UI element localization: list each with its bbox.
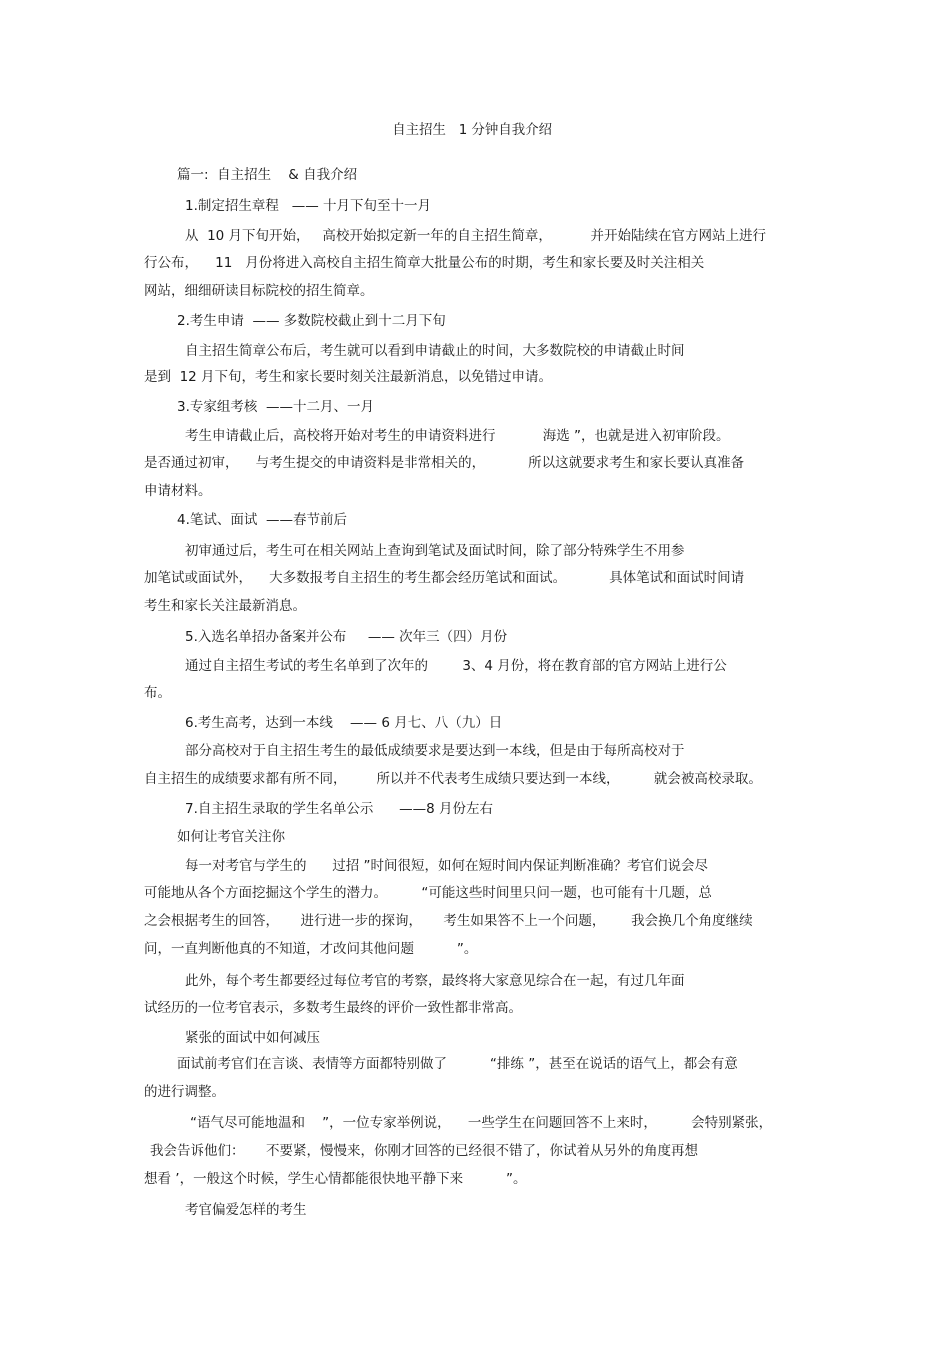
paragraph-line: 我会告诉他们： 不要紧，慢慢来，你刚才回答的已经很不错了，你试着从另外的角度再想 bbox=[150, 1143, 698, 1159]
paragraph-line: 网站，细细研读目标院校的招生简章。 bbox=[144, 283, 374, 299]
paragraph-line: 的进行调整。 bbox=[144, 1084, 225, 1100]
subheading: 7.自主招生录取的学生名单公示 ——8 月份左右 bbox=[185, 801, 494, 817]
paragraph-line: 初审通过后，考生可在相关网站上查询到笔试及面试时间，除了部分特殊学生不用参 bbox=[185, 543, 685, 559]
subheading: 紧张的面试中如何减压 bbox=[185, 1030, 320, 1046]
paragraph-line: 考生申请截止后，高校将开始对考生的申请资料进行 海选 ”，也就是进入初审阶段。 bbox=[185, 428, 730, 444]
paragraph-line: 布。 bbox=[144, 685, 171, 701]
paragraph-line: “语气尽可能地温和 ”，一位专家举例说， 一些学生在问题回答不上来时， 会特别紧张， bbox=[190, 1115, 773, 1131]
paragraph-line: 是到 12 月下旬，考生和家长要时刻关注最新消息，以免错过申请。 bbox=[144, 369, 553, 385]
subheading: 1.制定招生章程 —— 十月下旬至十一月 bbox=[185, 198, 432, 214]
paragraph-line: 自主招生简章公布后，考生就可以看到申请截止的时间，大多数院校的申请截止时间 bbox=[185, 343, 685, 359]
paragraph-line: 是否通过初审， 与考生提交的申请资料是非常相关的， 所以这就要求考生和家长要认真准备 bbox=[144, 455, 745, 471]
paragraph-line: 自主招生的成绩要求都有所不同， 所以并不代表考生成绩只要达到一本线， 就会被高校录取。 bbox=[144, 771, 762, 787]
paragraph-line: 行公布， 11 月份将进入高校自主招生简章大批量公布的时期，考生和家长要及时关注相关 bbox=[144, 255, 705, 271]
subheading: 如何让考官关注你 bbox=[177, 829, 285, 845]
subheading: 2.考生申请 —— 多数院校截止到十二月下旬 bbox=[177, 313, 446, 329]
paragraph-line: 申请材料。 bbox=[144, 483, 212, 499]
paragraph-line: 通过自主招生考试的考生名单到了次年的 3、4 月份，将在教育部的官方网站上进行公 bbox=[185, 658, 727, 674]
section-heading: 篇一: 自主招生 & 自我介绍 bbox=[177, 167, 358, 183]
subheading: 4.笔试、面试 ——春节前后 bbox=[177, 512, 347, 528]
subheading: 5.入选名单招办备案并公布 —— 次年三（四）月份 bbox=[185, 629, 508, 645]
paragraph-line: 考生和家长关注最新消息。 bbox=[144, 598, 306, 614]
paragraph-line: 问，一直判断他真的不知道，才改问其他问题 ”。 bbox=[144, 941, 478, 957]
paragraph-line: 之会根据考生的回答， 进行进一步的探询， 考生如果答不上一个问题， 我会换几个角度继续 bbox=[144, 913, 753, 929]
paragraph-line: 可能地从各个方面挖掘这个学生的潜力。 “可能这些时间里只问一题，也可能有十几题，总 bbox=[144, 885, 712, 901]
paragraph-line: 每一对考官与学生的 过招 ”时间很短，如何在短时间内保证判断准确？考官们说会尽 bbox=[185, 858, 709, 874]
paragraph-line: 加笔试或面试外， 大多数报考自主招生的考生都会经历笔试和面试。 具体笔试和面试时间请 bbox=[144, 570, 745, 586]
paragraph-line: 面试前考官们在言谈、表情等方面都特别做了 “排练 ”，甚至在说话的语气上，都会有意 bbox=[177, 1056, 738, 1072]
page-title: 自主招生 1 分钟自我介绍 bbox=[392, 122, 553, 138]
paragraph-line: 从 10 月下旬开始， 高校开始拟定新一年的自主招生简章， 并开始陆续在官方网站上进行 bbox=[185, 228, 767, 244]
paragraph-line: 想看 ’，一般这个时候，学生心情都能很快地平静下来 ”。 bbox=[144, 1171, 527, 1187]
subheading: 6.考生高考，达到一本线 —— 6 月七、八（九）日 bbox=[185, 715, 503, 731]
subheading: 3.专家组考核 ——十二月、一月 bbox=[177, 399, 374, 415]
paragraph-line: 试经历的一位考官表示，多数考生最终的评价一致性都非常高。 bbox=[144, 1000, 522, 1016]
paragraph-line: 此外，每个考生都要经过每位考官的考察，最终将大家意见综合在一起，有过几年面 bbox=[185, 973, 685, 989]
paragraph-line: 部分高校对于自主招生考生的最低成绩要求是要达到一本线，但是由于每所高校对于 bbox=[185, 743, 685, 759]
subheading: 考官偏爱怎样的考生 bbox=[185, 1202, 307, 1218]
